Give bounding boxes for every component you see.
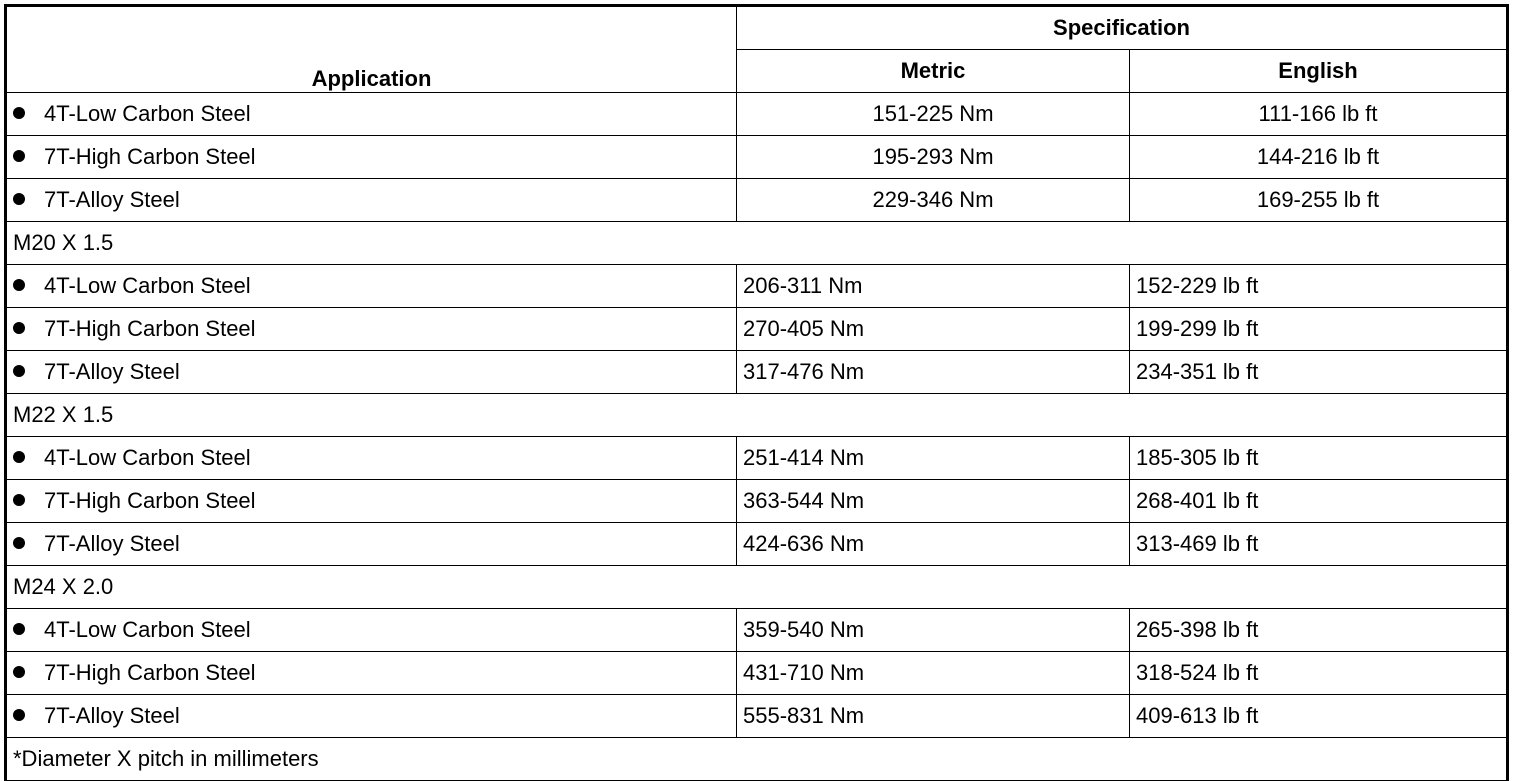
- bullet-dot-icon: [13, 279, 25, 291]
- application-label: 7T-High Carbon Steel: [44, 488, 256, 513]
- metric-cell: 270-405 Nm: [737, 308, 1130, 351]
- table-row: [7, 523, 1507, 566]
- application-cell: [7, 437, 737, 480]
- application-label: 7T-High Carbon Steel: [44, 660, 256, 685]
- application-cell: [7, 609, 737, 652]
- english-cell: 185-305 lb ft: [1130, 437, 1507, 480]
- metric-header: Metric: [737, 50, 1130, 93]
- bullet-dot-icon: [13, 365, 25, 377]
- table-row: [7, 437, 1507, 480]
- application-label: 4T-Low Carbon Steel: [44, 617, 251, 642]
- application-cell: [7, 523, 737, 566]
- group-row: [7, 222, 1507, 265]
- application-cell: [7, 93, 737, 136]
- application-label: 7T-High Carbon Steel: [44, 144, 256, 169]
- english-cell: 268-401 lb ft: [1130, 480, 1507, 523]
- application-label: 7T-High Carbon Steel: [44, 316, 256, 341]
- english-cell: 199-299 lb ft: [1130, 308, 1507, 351]
- bullet-dot-icon: [13, 666, 25, 678]
- english-cell: 111-166 lb ft: [1130, 93, 1507, 136]
- application-cell: [7, 265, 737, 308]
- english-cell: 313-469 lb ft: [1130, 523, 1507, 566]
- table-row: [7, 308, 1507, 351]
- metric-cell: 424-636 Nm: [737, 523, 1130, 566]
- torque-spec-table: [6, 6, 1507, 781]
- bullet-dot-icon: [13, 494, 25, 506]
- table-row: [7, 179, 1507, 222]
- application-cell: [7, 179, 737, 222]
- bullet-dot-icon: [13, 193, 25, 205]
- application-label: 4T-Low Carbon Steel: [44, 273, 251, 298]
- application-label: 7T-Alloy Steel: [44, 703, 180, 728]
- header-row-top: [7, 7, 1507, 50]
- metric-cell: 195-293 Nm: [737, 136, 1130, 179]
- metric-cell: 229-346 Nm: [737, 179, 1130, 222]
- table-row: [7, 265, 1507, 308]
- metric-cell: 317-476 Nm: [737, 351, 1130, 394]
- application-label: 7T-Alloy Steel: [44, 187, 180, 212]
- application-label: 4T-Low Carbon Steel: [44, 445, 251, 470]
- group-row: [7, 394, 1507, 437]
- metric-cell: 151-225 Nm: [737, 93, 1130, 136]
- english-cell: 152-229 lb ft: [1130, 265, 1507, 308]
- bullet-dot-icon: [13, 107, 25, 119]
- english-cell: 409-613 lb ft: [1130, 695, 1507, 738]
- table-row: [7, 136, 1507, 179]
- application-cell: [7, 652, 737, 695]
- application-cell: [7, 480, 737, 523]
- english-cell: 234-351 lb ft: [1130, 351, 1507, 394]
- metric-cell: 206-311 Nm: [737, 265, 1130, 308]
- metric-cell: 251-414 Nm: [737, 437, 1130, 480]
- english-cell: 265-398 lb ft: [1130, 609, 1507, 652]
- metric-cell: 555-831 Nm: [737, 695, 1130, 738]
- table-row: [7, 695, 1507, 738]
- application-header: Application: [7, 7, 737, 93]
- group-label: M20 X 1.5: [7, 222, 1507, 265]
- english-cell: 318-524 lb ft: [1130, 652, 1507, 695]
- application-cell: [7, 136, 737, 179]
- footnote-row: [7, 738, 1507, 781]
- bullet-dot-icon: [13, 709, 25, 721]
- group-label: M24 X 2.0: [7, 566, 1507, 609]
- application-cell: [7, 695, 737, 738]
- application-cell: [7, 308, 737, 351]
- table-row: [7, 609, 1507, 652]
- metric-cell: 363-544 Nm: [737, 480, 1130, 523]
- english-header: English: [1130, 50, 1507, 93]
- english-cell: 144-216 lb ft: [1130, 136, 1507, 179]
- bullet-dot-icon: [13, 537, 25, 549]
- bullet-dot-icon: [13, 451, 25, 463]
- specification-header: Specification: [737, 7, 1507, 50]
- bullet-dot-icon: [13, 623, 25, 635]
- table-row: [7, 652, 1507, 695]
- table-row: [7, 480, 1507, 523]
- application-cell: [7, 351, 737, 394]
- application-label: 7T-Alloy Steel: [44, 359, 180, 384]
- application-label: 7T-Alloy Steel: [44, 531, 180, 556]
- bullet-dot-icon: [13, 322, 25, 334]
- group-label: M22 X 1.5: [7, 394, 1507, 437]
- application-label: 4T-Low Carbon Steel: [44, 101, 251, 126]
- table-row: [7, 93, 1507, 136]
- footnote: *Diameter X pitch in millimeters: [7, 738, 1507, 781]
- group-row: [7, 566, 1507, 609]
- metric-cell: 431-710 Nm: [737, 652, 1130, 695]
- metric-cell: 359-540 Nm: [737, 609, 1130, 652]
- table-row: [7, 351, 1507, 394]
- bullet-dot-icon: [13, 150, 25, 162]
- english-cell: 169-255 lb ft: [1130, 179, 1507, 222]
